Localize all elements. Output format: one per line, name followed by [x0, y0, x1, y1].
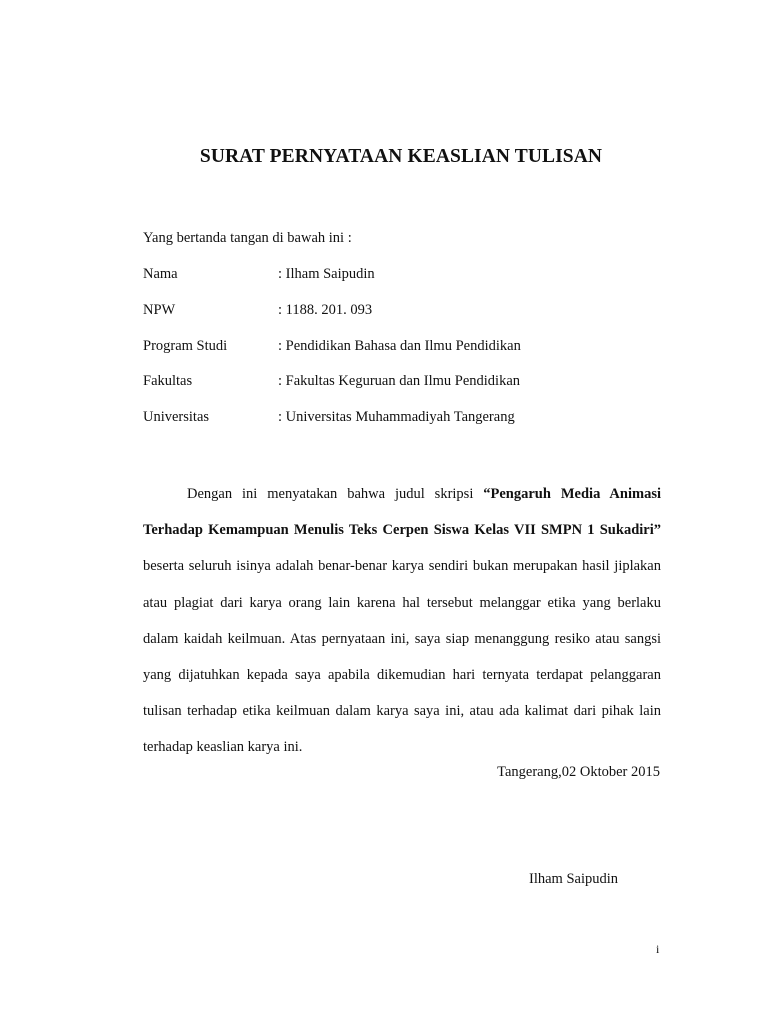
field-row-nama [143, 266, 683, 286]
statement-body: beserta seluruh isinya adalah benar-benar karya sendiri bukan merupakan hasil jiplakan atau plagiat dari karya orang lain karena hal tersebut melanggar etika yang berlaku dalam kaidah keilmuan. Atas pernyataan ini, saya siap menanggung resiko atau sangsi yang dijatuhkan kepada saya apabila dikemudian hari ternyata terdapat pelanggaran tulisan terhadap etika keilmuan dalam karya saya ini, atau ada kalimat dari pihak lain terhadap keaslian karya ini. [143, 558, 661, 756]
field-value: : Universitas Muhammadiyah Tangerang [278, 409, 515, 425]
field-value: : Ilham Saipudin [278, 266, 375, 282]
signer-name: Ilham Saipudin [529, 871, 619, 887]
place-date: Tangerang,02 Oktober 2015 [497, 764, 660, 780]
field-label: Fakultas [143, 373, 193, 389]
statement-paragraph [143, 476, 661, 766]
page-number: i [656, 942, 660, 956]
field-row-npw [143, 302, 683, 322]
field-row-fakultas [143, 373, 683, 393]
document-title: SURAT PERNYATAAN KEASLIAN TULISAN [199, 146, 603, 167]
field-value: : Pendidikan Bahasa dan Ilmu Pendidikan [278, 338, 521, 354]
field-label: NPW [143, 302, 176, 318]
field-label: Program Studi [143, 338, 228, 354]
intro-text: Yang bertanda tangan di bawah ini : [143, 230, 352, 246]
field-row-program-studi [143, 338, 683, 358]
field-value: : 1188. 201. 093 [278, 302, 373, 318]
statement-lead: Dengan ini menyatakan bahwa judul skripsi [187, 486, 484, 502]
field-value: : Fakultas Keguruan dan Ilmu Pendidikan [278, 373, 521, 389]
thesis-title: “Pengaruh Media Animasi Terhadap Kemampuan Menulis Teks Cerpen Siswa Kelas VII SMPN 1 Sukadiri” [143, 486, 661, 539]
field-label: Nama [143, 266, 178, 282]
field-row-universitas [143, 409, 683, 429]
field-label: Universitas [143, 409, 210, 425]
